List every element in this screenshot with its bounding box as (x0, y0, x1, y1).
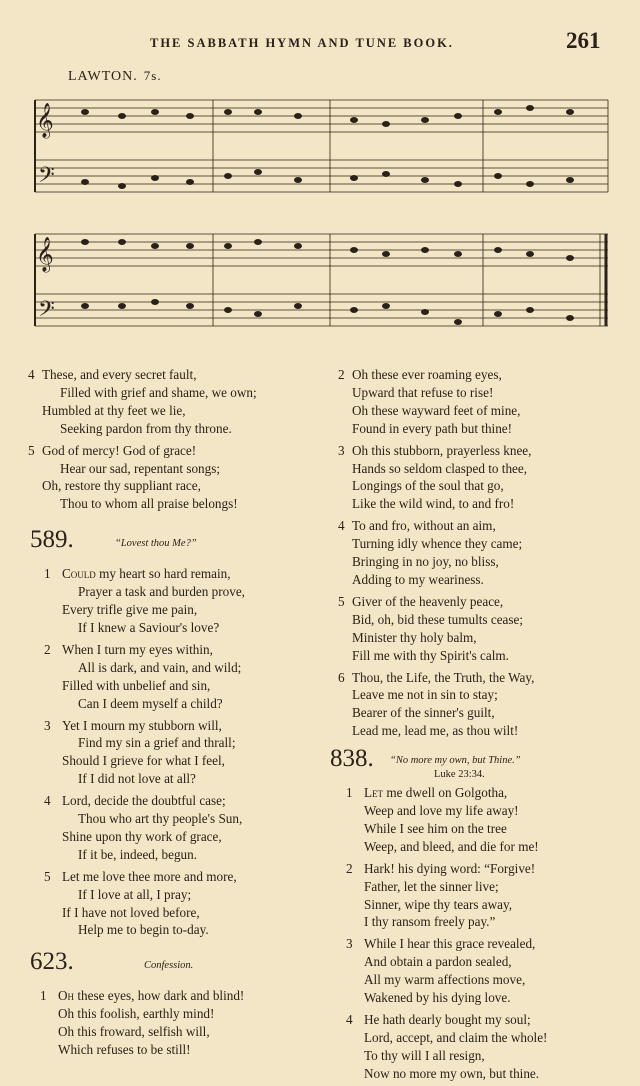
verse-line: Lord, decide the doubtful case; (62, 793, 226, 809)
tune-name: LAWTON. (68, 69, 138, 84)
verse-line: Longings of the soul that go, (352, 478, 504, 494)
verse-line: Sinner, wipe thy tears away, (364, 896, 513, 912)
verse-number: 3 (44, 717, 51, 733)
verse-line: If I did not love at all? (78, 771, 196, 787)
verse-line: Filled with unbelief and sin, (62, 677, 211, 693)
stanza (330, 935, 620, 1007)
verse-number: 5 (44, 868, 51, 884)
verse-line: Find my sin a grief and thrall; (78, 735, 236, 751)
hymn-title: Confession. (144, 960, 194, 972)
verse-line: Oh this froward, selfish will, (58, 1024, 210, 1040)
verse-line: Let me love thee more and more, (62, 868, 237, 884)
verse-line: Which refuses to be still! (58, 1042, 191, 1058)
stanza (20, 641, 310, 713)
verse-line: Hark! his dying word: “Forgive! (364, 860, 536, 876)
verse-line: Bearer of the sinner's guilt, (352, 705, 495, 721)
stanza (20, 442, 310, 514)
verse-number: 4 (338, 518, 345, 534)
verse-line: Every trifle give me pain, (62, 602, 198, 618)
verse-line: Lord, accept, and claim the whole! (364, 1029, 548, 1045)
verse-number: 2 (346, 860, 353, 876)
verse-line: Filled with grief and shame, we own; (60, 384, 257, 400)
verse-number: 1 (40, 988, 47, 1004)
svg-text:𝄞: 𝄞 (36, 103, 54, 138)
verse-number: 2 (44, 641, 51, 657)
right-text-column (330, 366, 620, 1083)
verse-line: Upward that refuse to rise! (352, 384, 494, 400)
verse-line: Like the wild wind, to and fro! (352, 496, 515, 512)
verse-line: If I knew a Saviour's love? (78, 619, 220, 635)
verse-line: Oh these wayward feet of mine, (352, 402, 521, 418)
verse-line: Should I grieve for what I feel, (62, 753, 225, 769)
verse-number: 3 (346, 936, 353, 952)
verse-number: 5 (338, 593, 345, 609)
stanza (330, 593, 620, 665)
hymn-number: 623. (30, 948, 74, 976)
hymn-reference: Luke 23:34. (434, 769, 485, 781)
verse-line: If I have not loved before, (62, 904, 200, 920)
svg-text:𝄢: 𝄢 (38, 163, 55, 193)
verse-line: Minister thy holy balm, (352, 629, 477, 645)
verse-line: my heart so hard remain, (95, 566, 231, 582)
verse-number: 3 (338, 442, 345, 458)
verse-line: All my warm affections move, (364, 972, 526, 988)
verse-line: Weep and love my life away! (364, 803, 519, 819)
stanza (330, 860, 620, 932)
verse-number: 2 (338, 367, 345, 382)
music-score-svg (30, 88, 616, 218)
verse-line: While I see him on the tree (364, 820, 507, 836)
verse-line: Leave me not in sin to stay; (352, 687, 498, 703)
music-system-2 (30, 222, 616, 340)
hymn-number: 589. (30, 526, 74, 554)
hymn-title: “No more my own, but Thine.” (390, 755, 521, 767)
verse-line: Found in every path but thine! (352, 420, 513, 436)
stanza (20, 987, 310, 1059)
verse-line: Help me to begin to-day. (78, 922, 209, 938)
hymn-number: 838. (330, 745, 374, 773)
verse-number: 5 (28, 442, 35, 458)
verse-line: God of mercy! God of grace! (42, 442, 197, 458)
verse-line: If it be, indeed, begun. (78, 846, 198, 862)
verse-line: Oh these ever roaming eyes, (352, 367, 502, 382)
hymn-title: “Lovest thou Me?” (115, 538, 197, 550)
stanza (330, 366, 620, 438)
verse-line: Turning idly whence they came; (352, 536, 523, 552)
stanza (330, 442, 620, 514)
tune-meter: 7s. (143, 68, 162, 83)
verse-line: And obtain a pardon sealed, (364, 954, 512, 970)
verse-number: 1 (346, 785, 353, 801)
verse-line: While I hear this grace revealed, (364, 936, 536, 952)
verse-line: Wakened by his dying love. (364, 990, 511, 1006)
first-word: Let (364, 785, 384, 801)
verse-line: Oh, restore thy suppliant race, (42, 478, 201, 494)
verse-line: Giver of the heavenly peace, (352, 593, 504, 609)
verse-line: Shine upon thy work of grace, (62, 828, 222, 844)
stanza (20, 717, 310, 789)
verse-line: Bid, oh, bid these tumults cease; (352, 611, 524, 627)
verse-line: Oh this stubborn, prayerless knee, (352, 442, 532, 458)
verse-line: All is dark, and vain, and wild; (78, 659, 242, 675)
stanza (20, 868, 310, 940)
page-number: 261 (566, 28, 601, 53)
hymn-heading (20, 948, 310, 987)
verse-line: When I turn my eyes within, (62, 641, 213, 657)
verse-line: me dwell on Golgotha, (383, 785, 508, 801)
hymn-heading (20, 526, 310, 565)
stanza (20, 792, 310, 864)
verse-line: Humbled at thy feet we lie, (42, 402, 186, 418)
tune-heading (68, 68, 162, 85)
verse-line: Bringing in no joy, no bliss, (352, 554, 499, 570)
verse-line: Hear our sad, repentant songs; (60, 460, 221, 476)
verse-line: He hath dearly bought my soul; (364, 1012, 531, 1027)
svg-text:𝄞: 𝄞 (36, 237, 54, 272)
verse-line: Now no more my own, but thine. (364, 1065, 540, 1081)
verse-line: To and fro, without an aim, (352, 518, 496, 534)
verse-number: 1 (44, 566, 51, 582)
verse-line: these eyes, how dark and blind! (74, 988, 245, 1004)
verse-number: 4 (346, 1012, 353, 1027)
verse-line: To thy will I all resign, (364, 1047, 485, 1063)
verse-line: Adding to my weariness. (352, 571, 484, 587)
verse-line: I thy ransom freely pay.” (364, 914, 496, 930)
verse-line: Seeking pardon from thy throne. (60, 420, 232, 436)
verse-number: 4 (44, 793, 51, 809)
verse-line: Thou, the Life, the Truth, the Way, (352, 669, 535, 685)
svg-text:𝄢: 𝄢 (38, 297, 55, 327)
verse-line: Hands so seldom clasped to thee, (352, 460, 528, 476)
verse-line: Fill me with thy Spirit's calm. (352, 647, 509, 663)
stanza (20, 565, 310, 637)
first-word: Oh (58, 988, 75, 1004)
verse-line: Prayer a task and burden prove, (78, 584, 245, 600)
stanza (330, 517, 620, 589)
stanza (330, 1011, 620, 1083)
verse-line: Thou to whom all praise belongs! (60, 496, 238, 512)
verse-line: Oh this foolish, earthly mind! (58, 1006, 215, 1022)
verse-line: These, and every secret fault, (42, 367, 197, 382)
verse-line: Lead me, lead me, as thou wilt! (352, 723, 519, 739)
first-word: Could (62, 566, 96, 582)
stanza (330, 784, 620, 856)
running-head: THE SABBATH HYMN AND TUNE BOOK. (150, 36, 454, 50)
verse-line: Yet I mourn my stubborn will, (62, 717, 222, 733)
verse-number: 6 (338, 669, 345, 685)
verse-line: Thou who art thy people's Sun, (78, 811, 243, 827)
verse-line: If I love at all, I pray; (78, 886, 192, 902)
verse-line: Father, let the sinner live; (364, 878, 499, 894)
left-text-column (20, 366, 310, 1059)
hymn-heading (330, 745, 620, 784)
verse-line: Weep, and bleed, and die for me! (364, 838, 539, 854)
music-system-1 (30, 88, 616, 218)
stanza (330, 669, 620, 741)
music-score-svg (30, 222, 616, 340)
verse-line: Can I deem myself a child? (78, 695, 223, 711)
verse-number: 4 (28, 367, 35, 382)
stanza (20, 366, 310, 438)
